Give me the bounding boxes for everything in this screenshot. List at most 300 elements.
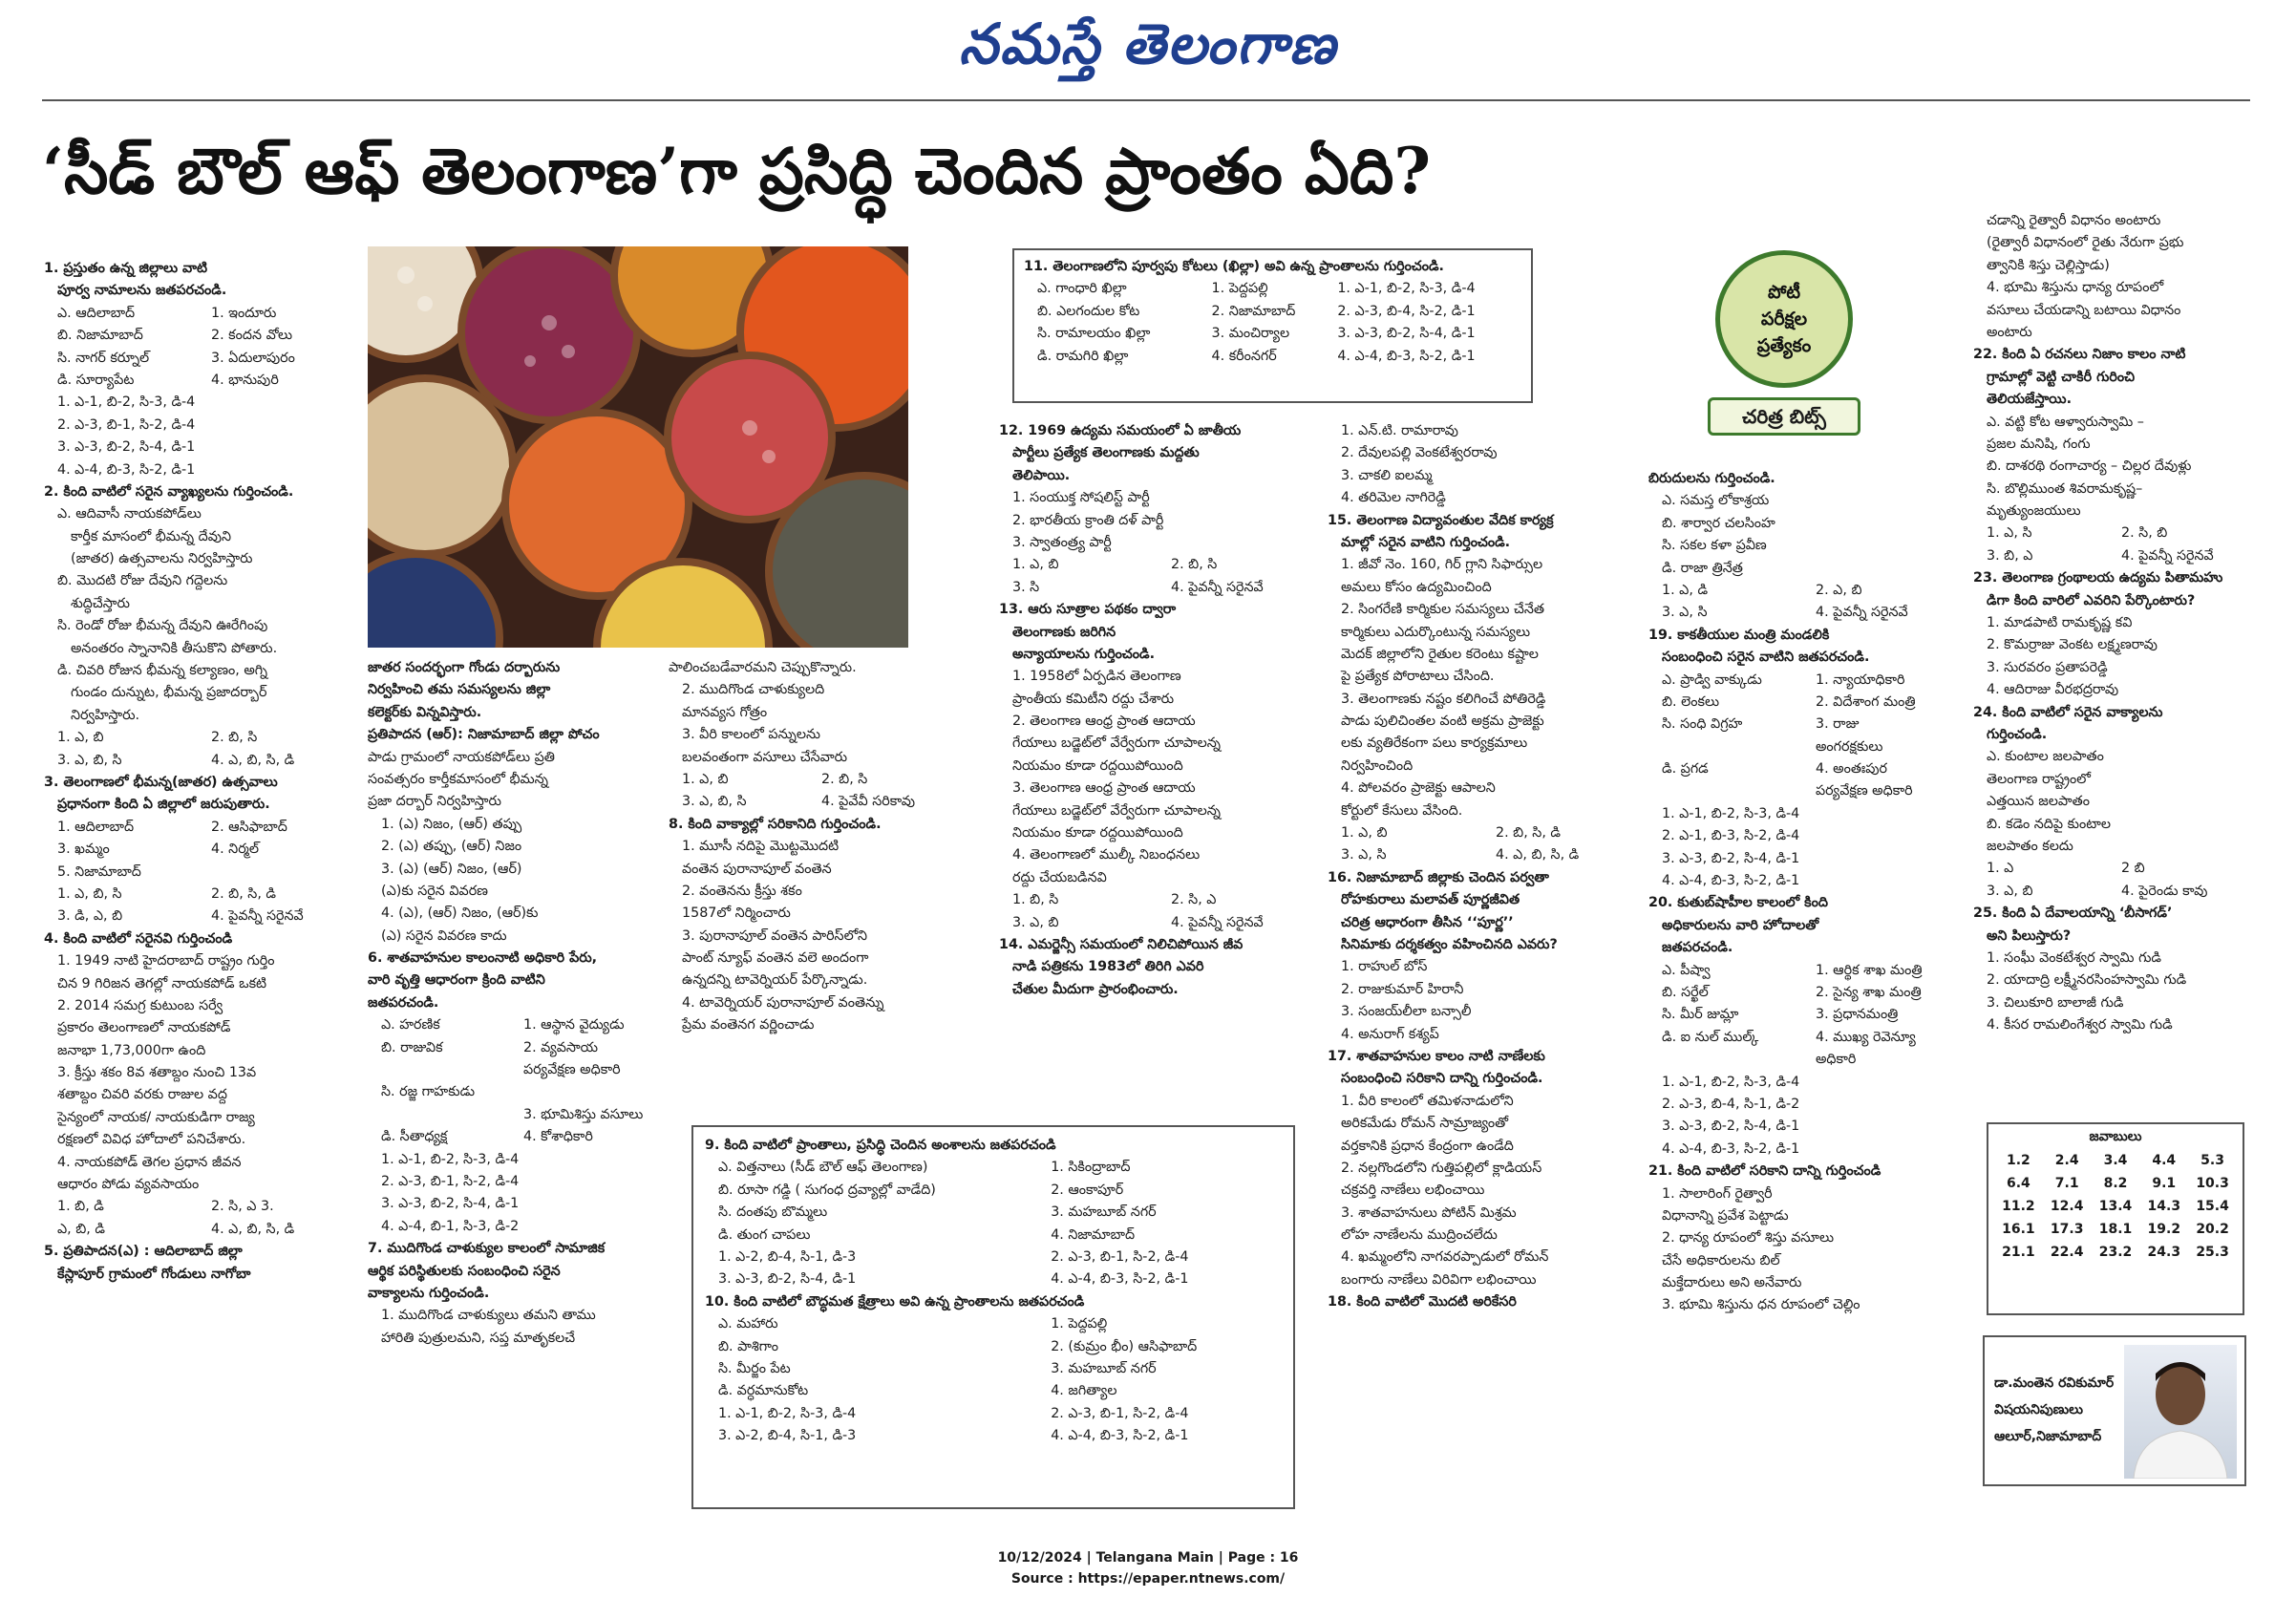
question-11-option-row [1024,346,1521,368]
column-6 [1648,468,1964,1490]
answer-line: 4. ఎ-4, బి-3, సి-2, డి-1 [57,461,196,478]
answer-line: 2. నల్లగొండలోని గుత్తిపల్లిలో క్లాడియస్ [1341,1160,1542,1176]
option-text: 3. రాజు [1816,716,1860,733]
answer-item: 15.4 [2196,1199,2229,1214]
option-row [1973,881,2250,903]
answer-line: 2. ఎ-3, బి-1, సి-2, డి-4 [57,416,196,433]
question-11-option-row [1024,278,1521,300]
q9-option-row [705,1268,1282,1290]
answer-item: 16.1 [2002,1222,2035,1237]
question-text: ప్రధానంగా కింది ఏ జిల్లాలో జరుపుతారు. [57,797,270,813]
question-text: సినిమాకు దర్శకత్వం వహించినది ఎవరు? [1341,936,1558,952]
answer-line: కోర్టులో కేసులు వేసింది. [1341,802,1463,819]
option-text: 2. సి, బి [2121,525,2168,542]
answer-line: 1. జీవో నెం. 160, గిర్ గ్లాని సిఫార్సుల [1341,557,1543,573]
question-text: రోహకురాలు మలావత్ పూర్ణజీవిత [1341,892,1520,908]
question-text: 2. కింది వాటిలో సరైన వ్యాఖ్యలను గుర్తించండి. [44,483,294,500]
column-2 [368,657,660,1488]
answer-line: 3. చిలుకూరి బాలాజీ గుడి [1987,994,2124,1011]
answer-line: విధానాన్ని ప్రవేశ పెట్టాడు [1662,1207,1789,1224]
question-text: అన్యాయాలను గుర్తించండి. [1012,646,1156,662]
answer-line: 3. సంజయ్‌లీలా బన్సాలీ [1341,1004,1472,1020]
option-row [1648,580,1964,602]
option-text: బి. సర్ఖేల్ [1662,984,1709,1000]
option-text: 3. మహబూబ్ నగర్ [1051,1204,1157,1221]
option-text: 4. కరీంనగర్ [1211,348,1277,364]
answer-line: పాలించబడేవారమని చెప్పుకొన్నారు. [669,660,857,675]
column-1 [44,258,359,1490]
option-text: సి. సంధి విగ్రహ [1662,716,1743,733]
option-text: సి. నాగర్ కర్నూల్ [57,350,150,366]
question-text: నిర్వహించి తమ సమస్యలను జిల్లా [368,682,551,698]
answer-line: 1. ఎ-1, బి-2, సి-3, డి-4 [1662,1074,1800,1090]
option-text [523,1081,660,1103]
answer-line: 2. ధాన్య రూపంలో శిస్తు వసూలు [1662,1230,1835,1246]
answer-line: చేసే అధికారులను బిల్ [1662,1252,1780,1268]
answer-line: పాడు గ్రామంలో నాయకపోడ్‌లు ప్రతి [368,749,555,765]
question-text: పార్టీలు ప్రత్యేక తెలంగాణకు మద్దతు [1012,445,1200,461]
option-text: 2. కందన వోలు [211,328,293,344]
option-text: 1. ఎ, బి [682,771,729,787]
page-headline: ‘సీడ్ బౌల్ ఆఫ్ తెలంగాణ’గా ప్రసిద్ధి చెందిన ప్రాంతం ఏది? [42,134,1431,208]
answer-item: 20.2 [2196,1222,2229,1237]
option-row [368,1104,660,1126]
option-text: 2. సైన్య శాఖ మంత్రి [1816,984,1922,1000]
answer-line: 1587లో నిర్మించారు [682,906,791,922]
option-row [1973,858,2250,880]
question-text: 16. నిజామాబాద్ జిల్లాకు చెందిన పర్వతా [1328,869,1549,885]
option-text: 4. ముఖ్య రెవెన్యూ [1816,1029,1916,1045]
option-text: 4. పైవన్నీ సరైనవే [211,908,304,925]
option-text: 2. వ్యవసాయ [523,1039,599,1055]
answer-line: 1. రాహుల్ బోస్ [1341,959,1428,975]
answer-line: ఎ. వట్టి కోట ఆళ్వారుస్వామి – [1987,414,2144,430]
question-text: ఆర్థిక పరిస్థితులకు సంబంధించి సరైన [368,1263,561,1279]
option-text: డి. ప్రగడ [1662,761,1709,778]
option-text: 1. ఎ, బి, సి [57,885,122,902]
option-text: 3. ఎ, బి [1987,883,2033,899]
option-text: 3. ఎ-3, బి-2, సి-4, డి-1 [1337,326,1476,342]
answer-line: 1. 1949 నాటి హైదరాబాద్ రాష్ట్రం గుర్తిం [57,953,275,969]
answer-line: 1. ముదిగొండ చాళుక్యులు తమని తాము [381,1308,596,1324]
option-text: బి. రూసా గడ్డి ( సుగంధ ద్రవ్యాల్లో వాడేది) [718,1182,936,1198]
option-row [368,1014,660,1036]
option-text: ఎ. హరణిక [381,1017,440,1033]
question-text: 6. శాతవాహనుల కాలంనాటి అధికారి పేరు, [368,950,598,967]
option-text: 3. ప్రధానమంత్రి [1816,1007,1899,1023]
answer-line: 1. మాడపాటి రామకృష్ణ కవి [1987,615,2133,631]
option-text: 3. ఎ, బి, సి [57,752,122,768]
answer-line: మక్తేదారులు అని అనేవారు [1662,1275,1802,1291]
option-text [1662,1049,1810,1071]
answer-line: 4. ఎ-4, బి-3, సి-2, డి-1 [1662,873,1800,889]
answer-line: తెలంగాణ రాష్ట్రంలో [1987,771,2091,787]
question-text: డిగా కింది వారిలో ఎవరిని పేర్కొంటారు? [1987,592,2196,608]
option-text: ఎ. పీష్వా [1662,962,1711,978]
answer-line: ఎ. కుంటాల జలపాతం [1987,749,2104,765]
answer-line: చడాన్ని రైత్వారీ విధానం అంటారు [1987,213,2161,228]
masthead-divider [42,99,2250,101]
option-row [999,577,1324,599]
question-text: వాక్యాలను గుర్తించండి. [368,1285,490,1301]
answer-line: 4. నాయకపోడ్ తెగల ప్రధాన జీవన [57,1154,242,1170]
answer-line: 2. దేవులపల్లి వెంకటేశ్వరరావు [1341,445,1498,461]
answer-line: 1. ఎ-1, బి-2, సి-3, డి-4 [381,1151,520,1167]
column-3-end [688,1036,689,1037]
option-text: పర్యవేక్షణ అధికారి [1816,783,1913,799]
question-9-title: 9. కింది వాటిలో ప్రాంతాలు, ప్రసిద్ధి చెందిన అంశాలను జతపరచండి [705,1138,1056,1153]
answer-line: 2. తెలంగాణ ఆంధ్ర ప్రాంత ఆదాయ [1012,714,1196,730]
answer-line: గేయాలు బడ్జెట్‌లో వేర్వేరుగా చూపాలన్న [1012,735,1221,752]
option-text: పర్యవేక్షణ అధికారి [523,1062,621,1078]
question-text: తెలిపాయి. [1012,467,1071,483]
column-5 [1328,420,1645,1490]
option-row [1648,1049,1964,1071]
answer-line: వంతెన పురానాపూల్ వంతెన [682,861,832,877]
option-text: 1. ఎ, బి [57,730,104,746]
option-text: 1. న్యాయాధికారి [1816,671,1905,688]
answer-line: ప్రజల మనిషి, గంగు [1987,436,2091,452]
answer-line: 3. ఎ-3, బి-2, సి-4, డి-1 [57,439,196,456]
option-text: డి. సూర్యాపేట [57,372,135,388]
answer-line: నియమం కూడా రద్దయిపోయింది [1012,825,1183,842]
answer-line: ఆధారం పోడు వ్యవసాయం [57,1177,200,1193]
answer-line: 4. తెలంగాణలో ముల్కీ నిబంధనలు [1012,847,1201,863]
answer-line: 2. సింగరేణి కార్మికుల సమస్యలు చేనేత [1341,602,1545,618]
answer-line: ప్రకారం తెలంగాణలో నాయకపోడ్ [57,1020,231,1036]
question-text: 7. ముదిగొండ చాళుక్యుల కాలంలో సామాజిక [368,1241,606,1257]
answer-line: శుద్ధిచేస్తారు [71,595,130,611]
q10-option-row [705,1403,1282,1425]
option-text: డి. తుంగ చాపలు [718,1226,811,1243]
answer-line: జలపాతం కలదు [1987,838,2073,854]
answer-line: ప్రాంతీయ కమిటీని రద్దు చేశారు [1012,691,1175,707]
q10-option-row [705,1380,1282,1402]
answer-line: 4. కీసర రామలింగేశ్వర స్వామి గుడి [1987,1017,2173,1033]
badge-circle [1715,250,1853,388]
answer-line: త్వానికి శిస్తు చెల్లిస్తాడు) [1987,257,2110,273]
option-text: డి. ఐ నుల్ ముల్క్ [1662,1029,1759,1045]
answer-line: జనాభా 1,73,000గా ఉంది [57,1042,206,1058]
question-text: 23. తెలంగాణ గ్రంథాలయ ఉద్యమ పితామహు [1973,570,2223,586]
question-text: 24. కింది వాటిలో సరైన వాక్యాలను [1973,704,2163,720]
option-text: బి. లెంకలు [1662,693,1720,710]
answer-line: 2. ఎ-3, బి-4, సి-1, డి-2 [1662,1096,1800,1112]
answer-line: 3. స్వాతంత్ర్య పార్టీ [1012,534,1112,550]
option-text: ఎ. ఆదిలాబాద్ [57,305,136,321]
option-text: 4. ఎ-4, బి-3, సి-2, డి-1 [1051,1428,1189,1444]
answer-item: 8.2 [2103,1176,2128,1191]
option-row [1648,780,1964,802]
question-text: కేస్లాపూర్ గ్రామంలో గోండులు నాగోబా [57,1266,251,1282]
answer-line: 3. ఎ-3, బి-2, సి-4, డి-1 [1662,1119,1800,1135]
author-location: ఆలూర్,నిజామాబాద్ [1994,1429,2102,1444]
question-text: 8. కింది వాక్యాల్లో సరికానిది గుర్తించండి. [669,816,882,832]
answer-line: 2. ఎ-3, బి-1, సి-2, డి-4 [381,1173,520,1189]
option-text: 3. ఎ-3, బి-2, సి-4, డి-1 [718,1271,857,1288]
option-text: 2. సి, ఎ [1171,892,1217,908]
answer-line: 3. సురవరం ప్రతాపరెడ్డి [1987,659,2108,675]
question-text: 12. 1969 ఉద్యమ సమయంలో ఏ జాతీయ [999,423,1242,438]
answer-line: 4. భూమి శిస్తును ధాన్య రూపంలో [1987,280,2164,296]
option-text: 3. ఖమ్మం [57,842,110,858]
answer-line: 4. ఎ-4, బి-1, సి-3, డి-2 [381,1218,520,1234]
badge-line-1: పోటీ [1767,282,1800,303]
option-text [381,1059,518,1081]
option-text: 1. ఆర్థిక శాఖ మంత్రి [1816,962,1923,978]
option-text: 1. పెద్దపల్లి [1211,281,1268,297]
answer-line: నియమం కూడా రద్దయిపోయింది [1012,757,1183,774]
option-text: 4. ఎ-4, బి-3, సి-2, డి-1 [1337,348,1476,364]
option-text: 4. పైవన్నీ సరైనవే [1171,914,1264,930]
answer-line: బి. శార్వార చలసింహ [1662,515,1775,531]
option-text: 3. సి [1012,579,1040,595]
person-portrait-icon [2124,1345,2237,1479]
question-text: సంబంధించి సరికాని దాన్ని గుర్తించండి. [1341,1071,1543,1087]
answer-line: ప్రేమ వంతెనగ వర్ణించాడు [682,1017,815,1033]
option-text: అంగరక్షకులు [1816,738,1883,755]
question-10-title: 10. కింది వాటిలో బౌద్ధమత క్షేత్రాలు అవి ఉన్న ప్రాంతాలను జతపరచండి [705,1293,1085,1310]
answer-line: 3. పురానాపూల్ వంతెన పారిస్‌లోని [682,927,867,944]
answer-line: 3. (ఎ) (ఆర్) నిజం, (ఆర్) [381,861,522,877]
answer-line: 1. 1958లో ఏర్పడిన తెలంగాణ [1012,669,1181,685]
q9-option-row [705,1202,1282,1224]
answer-line: అరికమేడు రోమన్ సామ్రాజ్యంతో [1341,1116,1509,1132]
answer-line: చక్రవర్తి నాణేలు లభించాయి [1341,1183,1485,1199]
column-4 [999,420,1324,1079]
option-text: 3. ఎ, సి [1341,847,1387,863]
option-text: 4. నిర్మల్ [211,842,260,858]
option-row [1328,844,1645,866]
answer-line: 3. ఎ-3, బి-2, సి-4, డి-1 [1662,850,1800,866]
option-text: 4. భానుపురి [211,372,279,388]
question-text: 5. ప్రతిపాదన(ఎ) : ఆదిలాబాద్ జిల్లా [44,1244,243,1260]
answer-line: ఎత్తయిన జలపాతం [1987,794,2090,810]
question-text: కలెక్టర్‌కు విన్నవిస్తారు. [368,704,482,720]
option-row [669,769,955,791]
option-text: డి. సీతాధ్యక్ష [381,1129,448,1145]
option-text: 3. ఎ, సి [1662,605,1708,621]
answer-line: 3. చాకలి ఐలమ్మ [1341,467,1433,483]
answer-line: 1. ఎ-1, బి-2, సి-3, డి-4 [57,394,196,411]
option-text: 4. పైవేవీ సరికావు [821,794,915,810]
question-text: 1. ప్రస్తుతం ఉన్న జిల్లాలు వాటి [44,261,208,276]
option-text: 4. కోశాధికారి [523,1129,593,1145]
answer-line: ఉన్నదన్ని టావెర్నియర్ పేర్కొన్నాడు. [682,972,868,989]
answer-line: సంవత్సరం కార్తీకమాసంలో భీమన్న [368,771,548,787]
option-row [1648,670,1964,692]
option-row [44,370,359,392]
option-row [44,906,359,927]
option-text: 1. సికింద్రాబాద్ [1051,1160,1131,1176]
q9-option-row [705,1246,1282,1268]
answer-line: డి. రాజా త్రినేత్ర [1662,560,1743,576]
answer-item: 24.3 [2147,1245,2181,1260]
option-row [1973,545,2250,567]
answer-item: 17.3 [2050,1222,2084,1237]
option-text: సి. మీర్జం పేట [718,1360,791,1376]
answer-line: (ఎ)కు సరైన వివరణ [381,883,488,899]
question-text: 13. ఆరు సూత్రాల పథకం ద్వారా [999,602,1177,618]
question-text: బిరుదులను గుర్తించండి. [1648,471,1775,486]
page-footer [0,1547,2296,1589]
question-text: 22. కింది ఏ రచనలు నిజాం కాలం నాటి [1973,347,2186,363]
answer-line: అంటారు [1987,324,2032,340]
option-text: సి. రజ్జ గాహకుడు [381,1084,476,1100]
answer-line: 2. వంతెనను క్రీస్తు శకం [682,883,802,899]
question-text: 17. శాతవాహనుల కాలం నాటి నాణేలకు [1328,1048,1545,1064]
option-row [1648,602,1964,624]
answer-line: గేయాలు బడ్జెట్‌లో వేర్వేరుగా చూపాలన్న [1012,802,1221,819]
answer-line: వసూలు చేయడాన్ని బటాయి విధానం [1987,302,2181,318]
option-text: 2. ఎ-3, బి-1, సి-2, డి-4 [1051,1405,1189,1421]
answer-line: బలవంతంగా వసూలు చేసేవారు [682,749,848,765]
answer-line: 2. (ఎ) తప్పు, (ఆర్) నిజం [381,839,522,855]
option-row [368,1059,660,1081]
answer-line: బి. దాశరథి రంగాచార్య – చిల్లర దేవుళ్లు [1987,458,2192,475]
answer-line: అమలు కోసం ఉద్యమించింది [1341,579,1492,595]
answer-line: 1. ఎ-1, బి-2, సి-3, డి-4 [1662,805,1800,821]
option-text: 3. డి, ఎ, బి [57,908,123,925]
option-text: 1. ఎ-1, బి-2, సి-3, డి-4 [718,1405,857,1421]
answer-line: 2. యాదాద్రి లక్ష్మీనరసింహస్వామి గుడి [1987,972,2187,989]
question-text: గ్రామాల్లో వెట్టి చాకిరీ గురించి [1987,369,2136,385]
option-row [1648,758,1964,780]
question-text: జాతర సందర్భంగా గోండు దర్బారును [368,660,561,675]
option-text: 1. ఎ, బి [1341,825,1388,842]
answer-line: 4. అనురాగ్ కశ్యప్ [1341,1026,1439,1042]
footer-source: Source : https://epaper.ntnews.com/ [1010,1571,1286,1587]
question-text: చేతుల మీదుగా ప్రారంభించారు. [1012,981,1179,997]
option-text: 1. ఎ, బి [1012,557,1059,573]
answer-line: లకు వ్యతిరేకంగా పలు కార్యక్రమాలు [1341,735,1528,752]
question-text: నాడి పత్రికను 1983లో తిరిగి ఎవరి [1012,959,1204,975]
answer-line: సి. సకల కళా ప్రవీణ [1662,538,1767,554]
answer-item: 3.4 [2103,1153,2128,1168]
option-row [1328,822,1645,844]
option-text: 1. బి, డి [57,1199,104,1215]
answer-item: 23.2 [2098,1245,2133,1260]
answer-line: సి. రెండో రోజు భీమన్న దేవుని ఊరేగింపు [57,618,268,634]
seeds-bowls-photo [368,246,908,648]
questions-9-10-box [691,1125,1295,1509]
option-row [999,554,1324,576]
option-text: 4. జగిత్యాల [1051,1383,1117,1399]
option-text: 2. బి, సి [821,771,868,787]
badge-line-2: పరీక్షల [1760,309,1808,330]
option-text: 2. బి, సి, డి [1496,825,1562,842]
option-text: 2. ఆంకాపూర్ [1051,1182,1124,1198]
answer-item: 11.2 [2002,1199,2035,1214]
footer-edition-info: 10/12/2024 | Telangana Main | Page : 16 [997,1550,1299,1566]
answer-item: 22.4 [2050,1245,2084,1260]
answer-line: బి. కడెం నదిపై కుంటాల [1987,816,2111,832]
answer-line: సైన్యంలో నాయక/ నాయకుడిగా రాజ్య [57,1109,255,1125]
option-text: 3. మహబూబ్ నగర్ [1051,1360,1157,1376]
answer-line: 2. 2014 సమగ్ర కుటుంబ సర్వే [57,997,223,1013]
option-text: సి. మీర్ జుమ్లా [1662,1007,1739,1023]
option-text: 3. ఏదులాపురం [211,350,295,366]
answer-item: 14.3 [2147,1199,2181,1214]
option-text: ఎ, బి, డి [57,1221,105,1237]
answer-line: (ఎ) సరైన వివరణ కాదు [381,927,507,944]
question-11-option-row [1024,323,1521,345]
answer-line: 1. మూసీ నదిపై మొట్టమొదటి [682,839,840,855]
option-text: 1. ఎ, డి [1662,582,1709,598]
answer-line: 3. క్రీస్తు శకం 8వ శతాబ్దం నుంచి 13వ [57,1065,257,1081]
option-text: 2. బి, సి [211,730,258,746]
answer-line: 3. తెలంగాణ ఆంధ్ర ప్రాంత ఆదాయ [1012,780,1196,797]
option-text: ఎ. మహారు [718,1316,778,1332]
answer-line: పై ప్రత్యేక పోరాటాలు చేసింది. [1341,669,1495,685]
q10-option-row [705,1358,1282,1380]
newspaper-masthead: నమస్తే తెలంగాణ [959,11,1337,76]
option-row [368,1037,660,1059]
question-text: 20. కుతుబ్‌షాహీల కాలంలో కింది [1648,895,1828,911]
option-text: 4. ఎ-4, బి-3, సి-2, డి-1 [1051,1271,1189,1288]
answer-item: 4.4 [2152,1153,2177,1168]
option-text: బి. నిజామాబాద్ [57,328,143,344]
answer-line: ఎ. ఆదివాసీ నాయకపోడ్‌లు [57,506,202,522]
answer-item: 5.3 [2200,1153,2224,1168]
answer-line: 4. ఎ-4, బి-3, సి-2, డి-1 [1662,1140,1800,1157]
option-text: 4. నిజామాబాద్ [1051,1226,1136,1243]
option-text [1662,736,1810,758]
question-text: 18. కింది వాటిలో మొదటి అరికేసరి [1328,1294,1517,1310]
option-row [1648,692,1964,714]
answer-line: బి. మొదటి రోజు దేవుని గద్దెలను [57,573,228,589]
option-row [44,1219,359,1241]
option-text: 3. మంచిర్యాల [1211,326,1290,342]
answer-line: 3. శాతవాహనులు పోటిన్ మిశ్రమ [1341,1204,1517,1221]
option-text: 3. భూమిశిస్తు వసూలు [523,1106,644,1122]
q10-option-row [705,1425,1282,1447]
option-text: 3. బి, ఎ [1987,547,2033,564]
answer-line: 4. తరిమెల నాగిరెడ్డి [1341,490,1446,506]
answer-item: 13.4 [2098,1199,2133,1214]
answer-line: గుండం దున్నుట, భీమన్న ప్రజాదర్బార్ [71,685,267,701]
option-text: ఎ. గాంధారి ఖిల్లా [1037,281,1127,297]
answer-item: 25.3 [2196,1245,2229,1260]
q10-option-row [705,1313,1282,1335]
answer-line: లోహ నాణేలను ముద్రించలేదు [1341,1227,1498,1244]
answer-line: 4. టావెర్నియర్ పురానాపూల్ వంతెన్ను [682,994,884,1011]
question-text: వారి వృత్తి ఆధారంగా క్రింది వాటిని [368,972,545,989]
answer-line: కార్మికులు ఎదుర్కొంటున్న సమస్యలు [1341,624,1531,640]
option-text: డి. వర్ధమానుకోట [718,1383,809,1399]
question-11-option-row [1024,301,1521,323]
answer-line: రక్షణలో వివిధ హోదాలో పనిచేశారు. [57,1132,246,1148]
option-text: 2. విదేశాంగ మంత్రి [1816,693,1916,710]
answer-line: శతాబ్దం చివరి వరకు రాజుల వద్ద [57,1087,227,1103]
option-text: ఎ. విత్తనాలు (సీడ్ బౌల్ ఆఫ్ తెలంగాణ) [718,1160,928,1176]
question-text: జతపరచండి. [368,994,439,1011]
answer-line: 3. భూమి శిస్తును ధన రూపంలో చెల్లిం [1662,1297,1860,1313]
answer-line: (జాతర) ఉత్సవాలను నిర్వహిస్తారు [71,551,253,567]
option-text: బి. పాశిగాం [718,1338,778,1354]
question-text: 14. ఎమర్జెన్సీ సమయంలో నిలిచిపోయిన జీవ [999,936,1244,952]
option-text: 4. ఎ, బి, సి, డి [211,752,295,768]
answer-line: పాడు పులిచింతల వంటి అక్రమ ప్రాజెక్టు [1341,714,1544,730]
author-photo [2124,1345,2237,1479]
answer-line: 1. (ఎ) నిజం, (ఆర్) తప్పు [381,816,522,832]
question-9-options [705,1157,1282,1290]
option-text: 2. ఎ, బి [1816,582,1862,598]
option-row [44,839,359,861]
answer-item: 10.3 [2196,1176,2229,1191]
answer-line: 2. ఎ-1, బి-3, సి-2, డి-4 [1662,828,1800,844]
option-row [1648,1027,1964,1049]
